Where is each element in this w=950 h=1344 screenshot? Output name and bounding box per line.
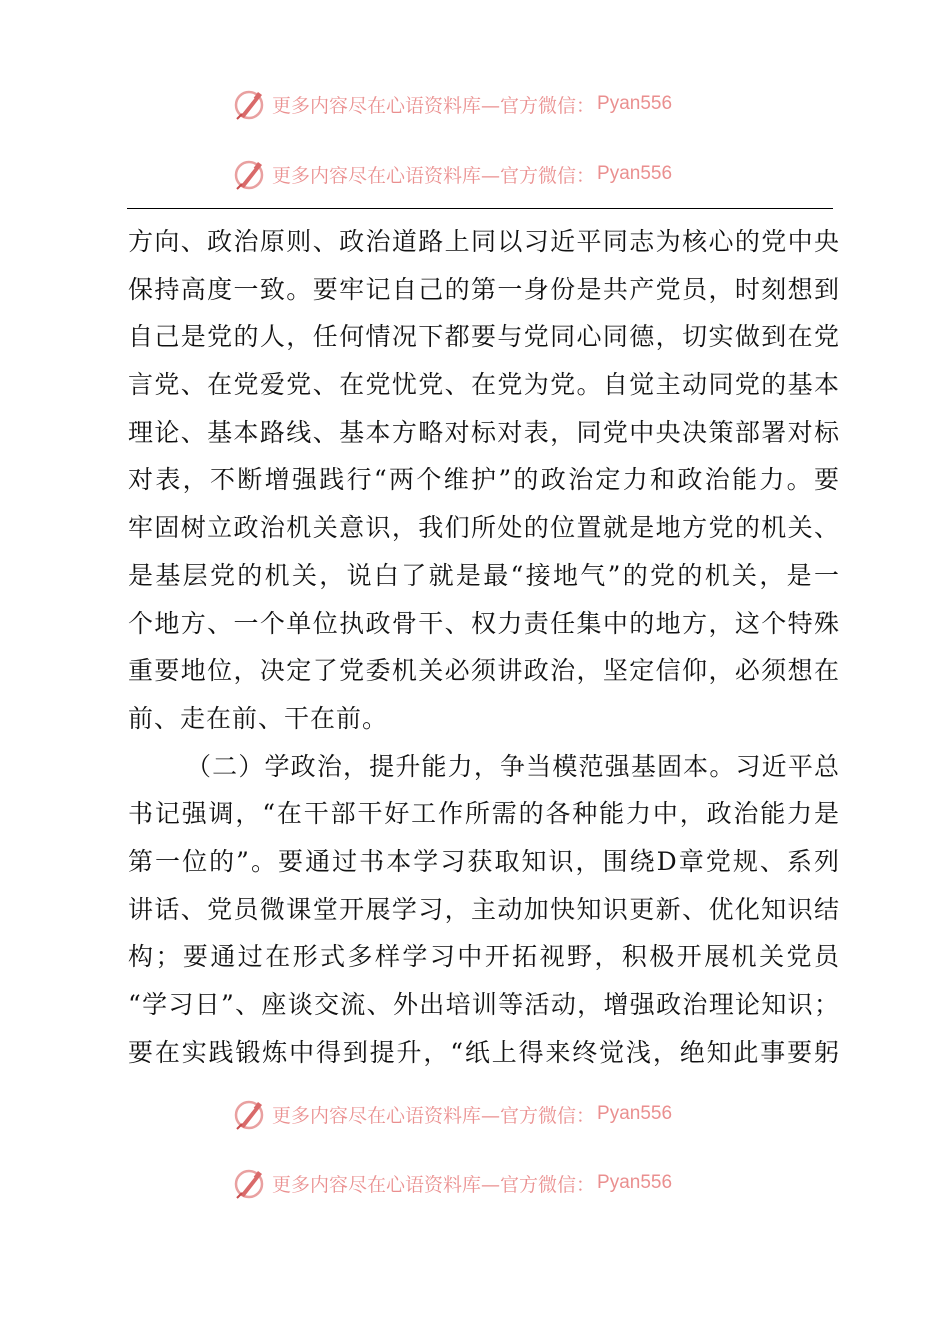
body-line: 构；要通过在形式多样学习中开拓视野，积极开展机关党员	[128, 942, 840, 972]
watermark-wechat-id: Pyan556	[597, 1103, 673, 1124]
watermark-banner-4	[232, 1165, 732, 1201]
body-line: 对表，不断增强践行“两个维护”的政治定力和政治能力。要	[128, 465, 840, 495]
watermark-banner-2	[232, 156, 732, 192]
watermark-text: 更多内容尽在心语资料库—官方微信：	[272, 1173, 596, 1196]
body-line: 言党、在党爱党、在党忧党、在党为党。自觉主动同党的基本	[128, 370, 840, 400]
quill-logo-icon	[232, 86, 268, 122]
body-line: 保持高度一致。要牢记自己的第一身份是共产党员，时刻想到	[128, 274, 840, 304]
watermark-wechat-id: Pyan556	[597, 1172, 673, 1193]
watermark-text: 更多内容尽在心语资料库—官方微信：	[272, 164, 596, 187]
body-line: 讲话、党员微课堂开展学习，主动加快知识更新、优化知识结	[128, 894, 840, 924]
body-line: 方向、政治原则、政治道路上同以习近平同志为核心的党中央	[128, 227, 840, 256]
watermark-text: 更多内容尽在心语资料库—官方微信：	[272, 1104, 596, 1127]
body-line: 是基层党的机关，说白了就是最“接地气”的党的机关，是一	[128, 560, 840, 590]
quill-logo-icon	[232, 1096, 268, 1132]
body-line: 书记强调，“在干部干好工作所需的各种能力中，政治能力是	[128, 799, 840, 829]
watermark-text: 更多内容尽在心语资料库—官方微信：	[272, 94, 596, 117]
body-line: 个地方、一个单位执政骨干、权力责任集中的地方，这个特殊	[128, 608, 840, 638]
body-line: 第一位的”。要通过书本学习获取知识，围绕D章党规、系列	[128, 846, 840, 876]
body-line: 自己是党的人，任何情况下都要与党同心同德，切实做到在党	[128, 322, 840, 352]
body-line: 要在实践锻炼中得到提升，“纸上得来终觉浅，绝知此事要躬	[128, 1037, 840, 1067]
watermark-banner-3	[232, 1096, 732, 1132]
body-line: 牢固树立政治机关意识，我们所处的位置就是地方党的机关、	[128, 513, 840, 543]
body-line: “学习日”、座谈交流、外出培训等活动，增强政治理论知识；	[128, 990, 840, 1019]
quill-logo-icon	[232, 1165, 268, 1201]
watermark-wechat-id: Pyan556	[597, 163, 673, 184]
header-rule	[127, 208, 833, 209]
document-body	[128, 218, 840, 1076]
quill-logo-icon	[232, 156, 268, 192]
body-line: 理论、基本路线、基本方略对标对表，同党中央决策部署对标	[128, 417, 840, 447]
watermark-banner-1	[232, 86, 732, 122]
body-line: 前、走在前、干在前。	[128, 703, 389, 733]
section-heading-line: （二）学政治，提升能力，争当模范强基固本。习近平总	[186, 751, 840, 781]
watermark-wechat-id: Pyan556	[597, 93, 673, 114]
body-line: 重要地位，决定了党委机关必须讲政治，坚定信仰，必须想在	[128, 656, 840, 686]
